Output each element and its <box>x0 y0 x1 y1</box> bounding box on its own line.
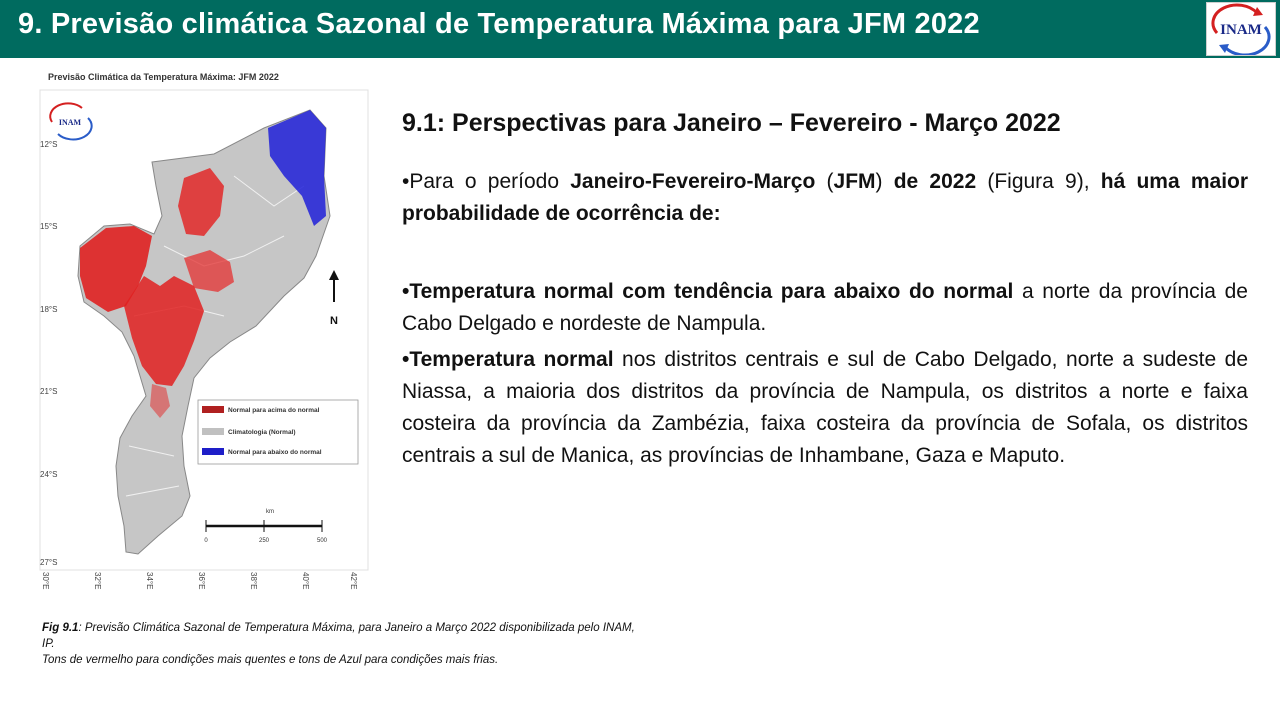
section-subtitle: 9.1: Perspectivas para Janeiro – Fevereiro - Março 2022 <box>402 109 1061 137</box>
lon-label: 34°E <box>145 572 154 590</box>
p1-year: de 2022 <box>893 170 977 193</box>
legend-label-cool: Normal para abaixo do normal <box>228 449 322 456</box>
forecast-map-figure <box>34 66 370 590</box>
header-bar <box>0 0 1280 58</box>
figure-caption <box>42 620 642 668</box>
p1-text: •Para o período <box>402 170 571 193</box>
lon-label: 32°E <box>93 572 102 590</box>
map-legend <box>198 400 358 464</box>
lat-label: 24°S <box>40 470 58 479</box>
lat-label: 15°S <box>40 222 58 231</box>
caption-line1: : Previsão Climática Sazonal de Temperatura Máxima, para Janeiro a Março 2022 disponibilizada pelo INAM, IP. <box>42 622 635 650</box>
caption-line2: Tons de vermelho para condições mais quentes e tons de Azul para condições mais frias. <box>42 654 499 666</box>
lon-label: 36°E <box>197 572 206 590</box>
p1-jfm: JFM <box>833 170 876 193</box>
paragraph-below-normal <box>402 276 1248 340</box>
page-title: 9. Previsão climática Sazonal de Temperatura Máxima para JFM 2022 <box>18 8 980 40</box>
lat-label: 27°S <box>40 558 58 567</box>
logo-text: INAM <box>1220 22 1262 38</box>
lon-label: 30°E <box>41 572 50 590</box>
lat-label: 18°S <box>40 305 58 314</box>
p1-paren-open: ( <box>815 170 834 193</box>
inam-logo-icon <box>1207 3 1275 55</box>
scale-tick-250: 250 <box>258 538 270 544</box>
lon-label: 42°E <box>349 572 358 590</box>
paragraph-normal <box>402 344 1248 472</box>
legend-swatch-cool <box>202 448 224 455</box>
lon-label: 38°E <box>249 572 258 590</box>
map-title: Previsão Climática da Temperatura Máxima: JFM 2022 <box>48 72 279 82</box>
p1-probability: há uma maior probabilidade de ocorrência de: <box>402 170 1249 225</box>
inam-logo <box>1206 2 1276 56</box>
scale-unit: km <box>266 509 274 515</box>
paragraph-period <box>402 166 1248 230</box>
lon-label: 40°E <box>301 572 310 590</box>
legend-label-warm: Normal para acima do normal <box>228 407 320 414</box>
legend-label-normal: Climatologia (Normal) <box>228 429 296 436</box>
map-logo-text: INAM <box>58 118 82 127</box>
p1-months: Janeiro-Fevereiro-Março <box>570 170 816 193</box>
caption-label: Fig 9.1 <box>42 622 79 634</box>
p3-heading: •Temperatura normal <box>402 348 614 371</box>
p2-heading: •Temperatura normal com tendência para abaixo do normal <box>402 280 1014 303</box>
lat-label: 21°S <box>40 387 58 396</box>
p2-text: a norte da província de Cabo Delgado e nordeste de Nampula. <box>402 280 1248 335</box>
scale-tick-500: 500 <box>316 538 328 544</box>
forecast-map <box>34 66 370 586</box>
lat-label: 12°S <box>40 140 58 149</box>
scale-tick-0: 0 <box>204 538 208 544</box>
legend-swatch-normal <box>202 428 224 435</box>
legend-swatch-warm <box>202 406 224 413</box>
north-label: N <box>330 315 338 327</box>
p1-figure-ref: (Figura 9), <box>976 170 1101 193</box>
p3-text: nos distritos centrais e sul de Cabo Delgado, norte a sudeste de Niassa, a maioria dos distritos da província de Nampula, os distritos a norte e faixa costeira da província da Zambézia, faixa costeira da província de Sofala, os distritos centrais a sul de Manica, as províncias de Inhambane, Gaza e Maputo. <box>402 348 1248 467</box>
p1-paren-close: ) <box>875 170 894 193</box>
